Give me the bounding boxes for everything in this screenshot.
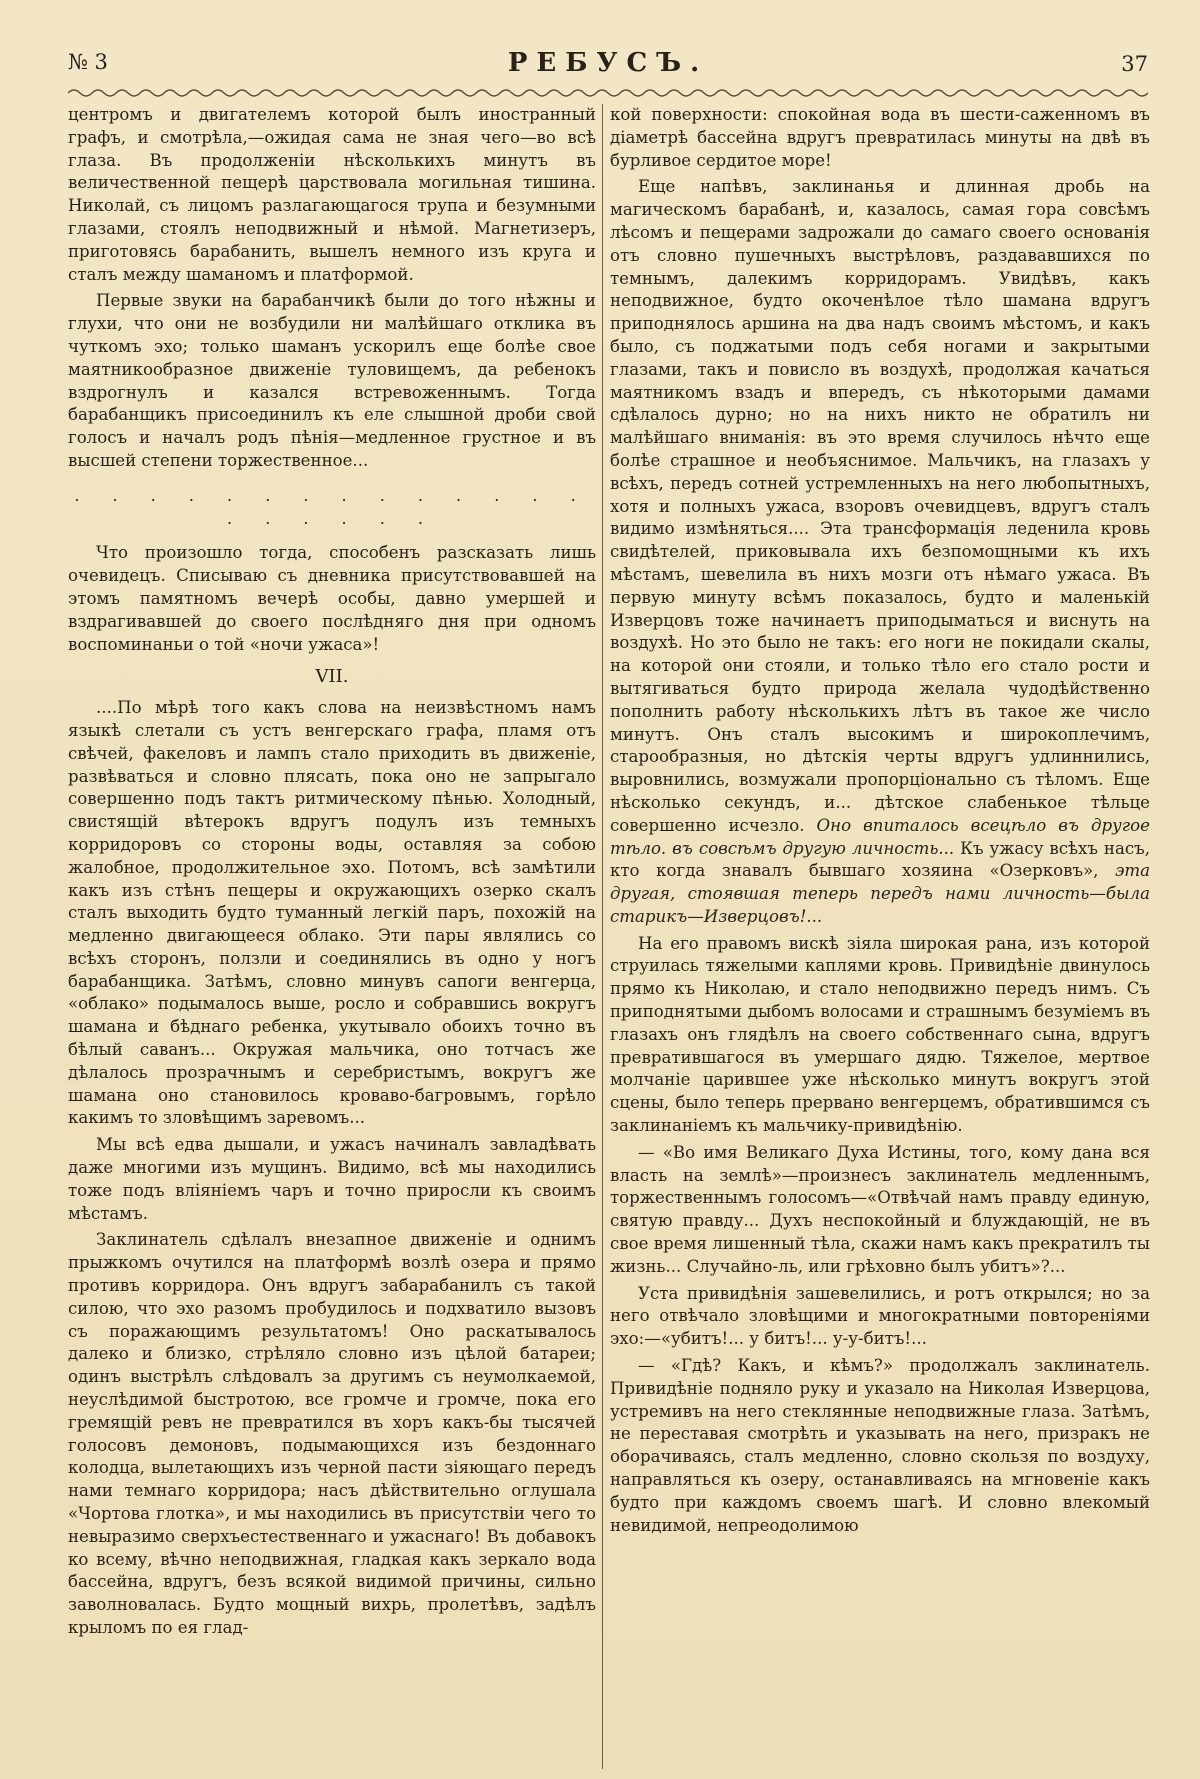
paragraph-text: Къ ужасу всѣхъ насъ, кто когда знавалъ бывшаго хозяина «Озерковъ», <box>610 838 1150 881</box>
column-divider <box>602 104 603 1769</box>
issue-number: № 3 <box>68 50 108 74</box>
paragraph: центромъ и двигателемъ которой былъ иностранный графъ, и смотрѣла,—ожидая сама не зная чего—во всѣ глаза. Въ продолженіи нѣсколькихъ минутъ въ величественной пещерѣ царствовала могильная тишина. Николай, съ лицомъ разлагающагося трупа и безумными глазами, стоялъ неподвижный и нѣмой. Магнетизеръ, приготовясь барабанить, вышелъ немного изъ круга и сталъ между шаманомъ и платформой. <box>68 105 596 284</box>
page-number: 37 <box>1121 52 1148 76</box>
paragraph: кой поверхности: спокойная вода въ шести-саженномъ въ діаметрѣ бассейна вдругъ превратилась минуты на двѣ въ бурливое сердитое море! <box>610 105 1150 170</box>
right-column <box>610 104 1150 1769</box>
paragraph: — «Гдѣ? Какъ, и кѣмъ?» продолжалъ заклинатель. Привидѣніе подняло руку и указало на Николая Изверцова, устремивъ на него стеклянные неподвижные глаза. Затѣмъ, не переставая смотрѣть и указывать на него, призракъ не оборачиваясь, сталъ медленно, словно скользя по воздуху, направляться къ озеру, останавливаясь на мгновеніе какъ будто при каждомъ своемъ шагѣ. И словно влекомый невидимой, непреодолимою <box>610 1356 1150 1535</box>
chapter-heading: VII. <box>315 666 349 688</box>
paragraph: Мы всѣ едва дышали, и ужасъ начиналъ завладѣвать даже многими изъ мущинъ. Видимо, всѣ мы находились тоже подъ вліяніемъ чаръ и точно приросли къ своимъ мѣстамъ. <box>68 1135 596 1223</box>
paragraph: Первые звуки на барабанчикѣ были до того нѣжны и глухи, что они не возбудили ни малѣйшаго отклика въ чуткомъ эхо; только шаманъ ускорилъ еще болѣе свое маятникообразное движеніе туловищемъ, да ребенокъ вздрогнулъ и казался встревоженнымъ. Тогда барабанщикъ присоединилъ къ еле слышной дроби свой голосъ и началъ родъ пѣнія—медленное грустное и въ высшей степени торжественное... <box>68 291 596 470</box>
italic-text: Оно впиталось всецѣло въ другое тѣло. въ совсѣмъ другую личность... <box>610 815 1150 858</box>
paragraph: Что произошло тогда, способенъ разсказать лишь очевидецъ. Списываю съ дневника присутствовавшей на этомъ памятномъ вечерѣ особы, давно умершей и вздрагивавшей до своего послѣдняго дня при одномъ воспоминаньи о той «ночи ужаса»! <box>68 543 596 654</box>
header-wavy-rule <box>68 84 1148 102</box>
left-column <box>68 104 596 1769</box>
italic-text: эта другая, стоявшая теперь передъ нами личность—была старикъ—Изверцовъ!... <box>610 861 1150 926</box>
paragraph-text: Еще напѣвъ, заклинанья и длинная дробь на магическомъ барабанѣ, и, казалось, самая гора совсѣмъ лѣсомъ и пещерами задрожали до самаго своего основанія отъ словно пушечныхъ выстрѣловъ, раздававшихся по темнымъ, далекимъ корридорамъ. Увидѣвъ, какъ неподвижное, будто окоченѣлое тѣло шамана вдругъ приподнялось аршина на два надъ своимъ мѣстомъ, и какъ было, съ поджатыми подъ себя ногами и закрытыми глазами, такъ и повисло въ воздухѣ, продолжая качаться маятникомъ взадъ и впередъ, съ нѣкоторыми дамами сдѣлалось дурно; но на нихъ никто не обратилъ ни малѣйшаго вниманія: въ это время случилось нѣчто еще болѣе страшное и необъяснимое. Мальчикъ, на глазахъ у всѣхъ, передъ сотней устремленныхъ на него любопытныхъ, хотя и полныхъ ужаса, взоровъ очевидцевъ, вдругъ сталъ видимо измѣняться.... Эта трансформація леденила кровь свидѣтелей, приковывала ихъ безпомощными къ ихъ мѣстамъ, шевелила въ нихъ мозги отъ нѣмаго ужаса. Въ первую минуту всѣмъ показалось, будто и маленькій Изверцовъ тоже начинаетъ приподыматься и виснуть на воздухѣ. Но это было не такъ: его ноги не покидали скалы, на которой они стояли, и только тѣло его стало рости и вытягиваться будто природа желала чудодѣйственно пополнить работу нѣсколькихъ лѣтъ въ такое же число минутъ. Онъ сталъ высокимъ и широкоплечимъ, старообразныя, но дѣтскія черты вдругъ удлиннились, выровнились, возмужали пропорціонально съ тѣломъ. Еще нѣсколько секундъ, и... дѣтское слабенькое тѣльце совершенно исчезло. <box>610 177 1150 835</box>
page-header <box>68 44 1148 80</box>
journal-title: РЕБУСЪ. <box>507 48 709 78</box>
paragraph-with-italics <box>610 176 1150 928</box>
paragraph: — «Во имя Великаго Духа Истины, того, кому дана вся власть на землѣ»—произнесъ заклинатель медленнымъ, торжественнымъ голосомъ—«Отвѣчай намъ правду единую, святую правду... Духъ неспокойный и блуждающій, не въ свое время лишенный тѣла, скажи намъ какъ прекратилъ ты жизнь... Случайно-ль, или грѣховно былъ убитъ»?... <box>610 1142 1150 1276</box>
paragraph: На его правомъ вискѣ зіяла широкая рана, изъ которой струилась тяжелыми каплями кровь. Привидѣніе двинулось прямо къ Николаю, и стало неподвижно передъ нимъ. Съ приподнятыми дыбомъ волосами и страшнымъ безуміемъ въ глазахъ онъ глядѣлъ на своего собственнаго сына, вдругъ превратившагося въ умершаго дядю. Тяжелое, мертвое молчаніе царившее уже нѣсколько минутъ вокругъ этой сцены, было теперь прервано венгерцемъ, обратившимся съ заклинаніемъ къ мальчику-привидѣнію. <box>610 933 1150 1136</box>
paragraph: ....По мѣрѣ того какъ слова на неизвѣстномъ намъ языкѣ слетали съ устъ венгерскаго графа, пламя отъ свѣчей, факеловъ и лампъ стало приходить въ движеніе, развѣваться и словно плясать, пока оно не запрыгало совершенно подъ тактъ ритмическому пѣнью. Холодный, свистящій вѣтерокъ вдругъ подулъ изъ темныхъ корридоровъ со стороны воды, оставляя за собою жалобное, продолжительное эхо. Потомъ, всѣ замѣтили какъ изъ стѣнъ пещеры и окружающихъ озерко скалъ сталъ выходить будто туманный легкій паръ, похожій на медленно двигающееся облако. Эти пары являлись со всѣхъ сторонъ, ползли и соединялись въ одно у ногъ барабанщика. Затѣмъ, словно минувъ сапоги венгерца, «облако» подымалось выше, росло и собравшись вокругъ шамана и бѣднаго ребенка, укутывало обоихъ точно въ бѣлый саванъ... Окружая мальчика, оно тотчасъ же дѣлалось прозрачнымъ и серебристымъ, вокругъ же шамана оно становилось кроваво-багровымъ, горѣло какимъ то зловѣщимъ заревомъ... <box>68 698 596 1128</box>
paragraph: Заклинатель сдѣлалъ внезапное движеніе и однимъ прыжкомъ очутился на платформѣ возлѣ озера и прямо противъ корридора. Онъ вдругъ забарабанилъ съ такой силою, что эхо разомъ пробудилось и подхватило вызовъ съ поражающимъ результатомъ! Оно раскатывалось далеко и близко, стрѣляло словно изъ цѣлой батареи; одинъ выстрѣлъ слѣдовалъ за другимъ съ неумолкаемой, неуслѣдимой быстротою, все громче и громче, пока его гремящій ревъ не превратился въ хоръ какъ-бы тысячей голосовъ демоновъ, подымающихся изъ бездоннаго колодца, вылетающихъ изъ черной пасти зіяющаго передъ нами темнаго корридора; насъ дѣйствительно оглушала «Чортова глотка», и мы находились въ присутствіи чего то невыразимо сверхъестественнаго и ужаснаго! Въ добавокъ ко всему, вѣчно неподвижная, гладкая какъ зеркало вода бассейна, вдругъ, безъ всякой видимой причины, сильно заволновалась. Будто мощный вихрь, пролетѣвъ, задѣлъ крыломъ по ея глад- <box>68 1230 596 1637</box>
paragraph: Уста привидѣнія зашевелились, и ротъ открылся; но за него отвѣчало зловѣщими и многократными повтореніями эхо:—«убитъ!... у битъ!... у-у-битъ!... <box>610 1283 1150 1349</box>
section-dots: . . . . . . . . . . . . . . . . . . . . <box>74 485 590 528</box>
